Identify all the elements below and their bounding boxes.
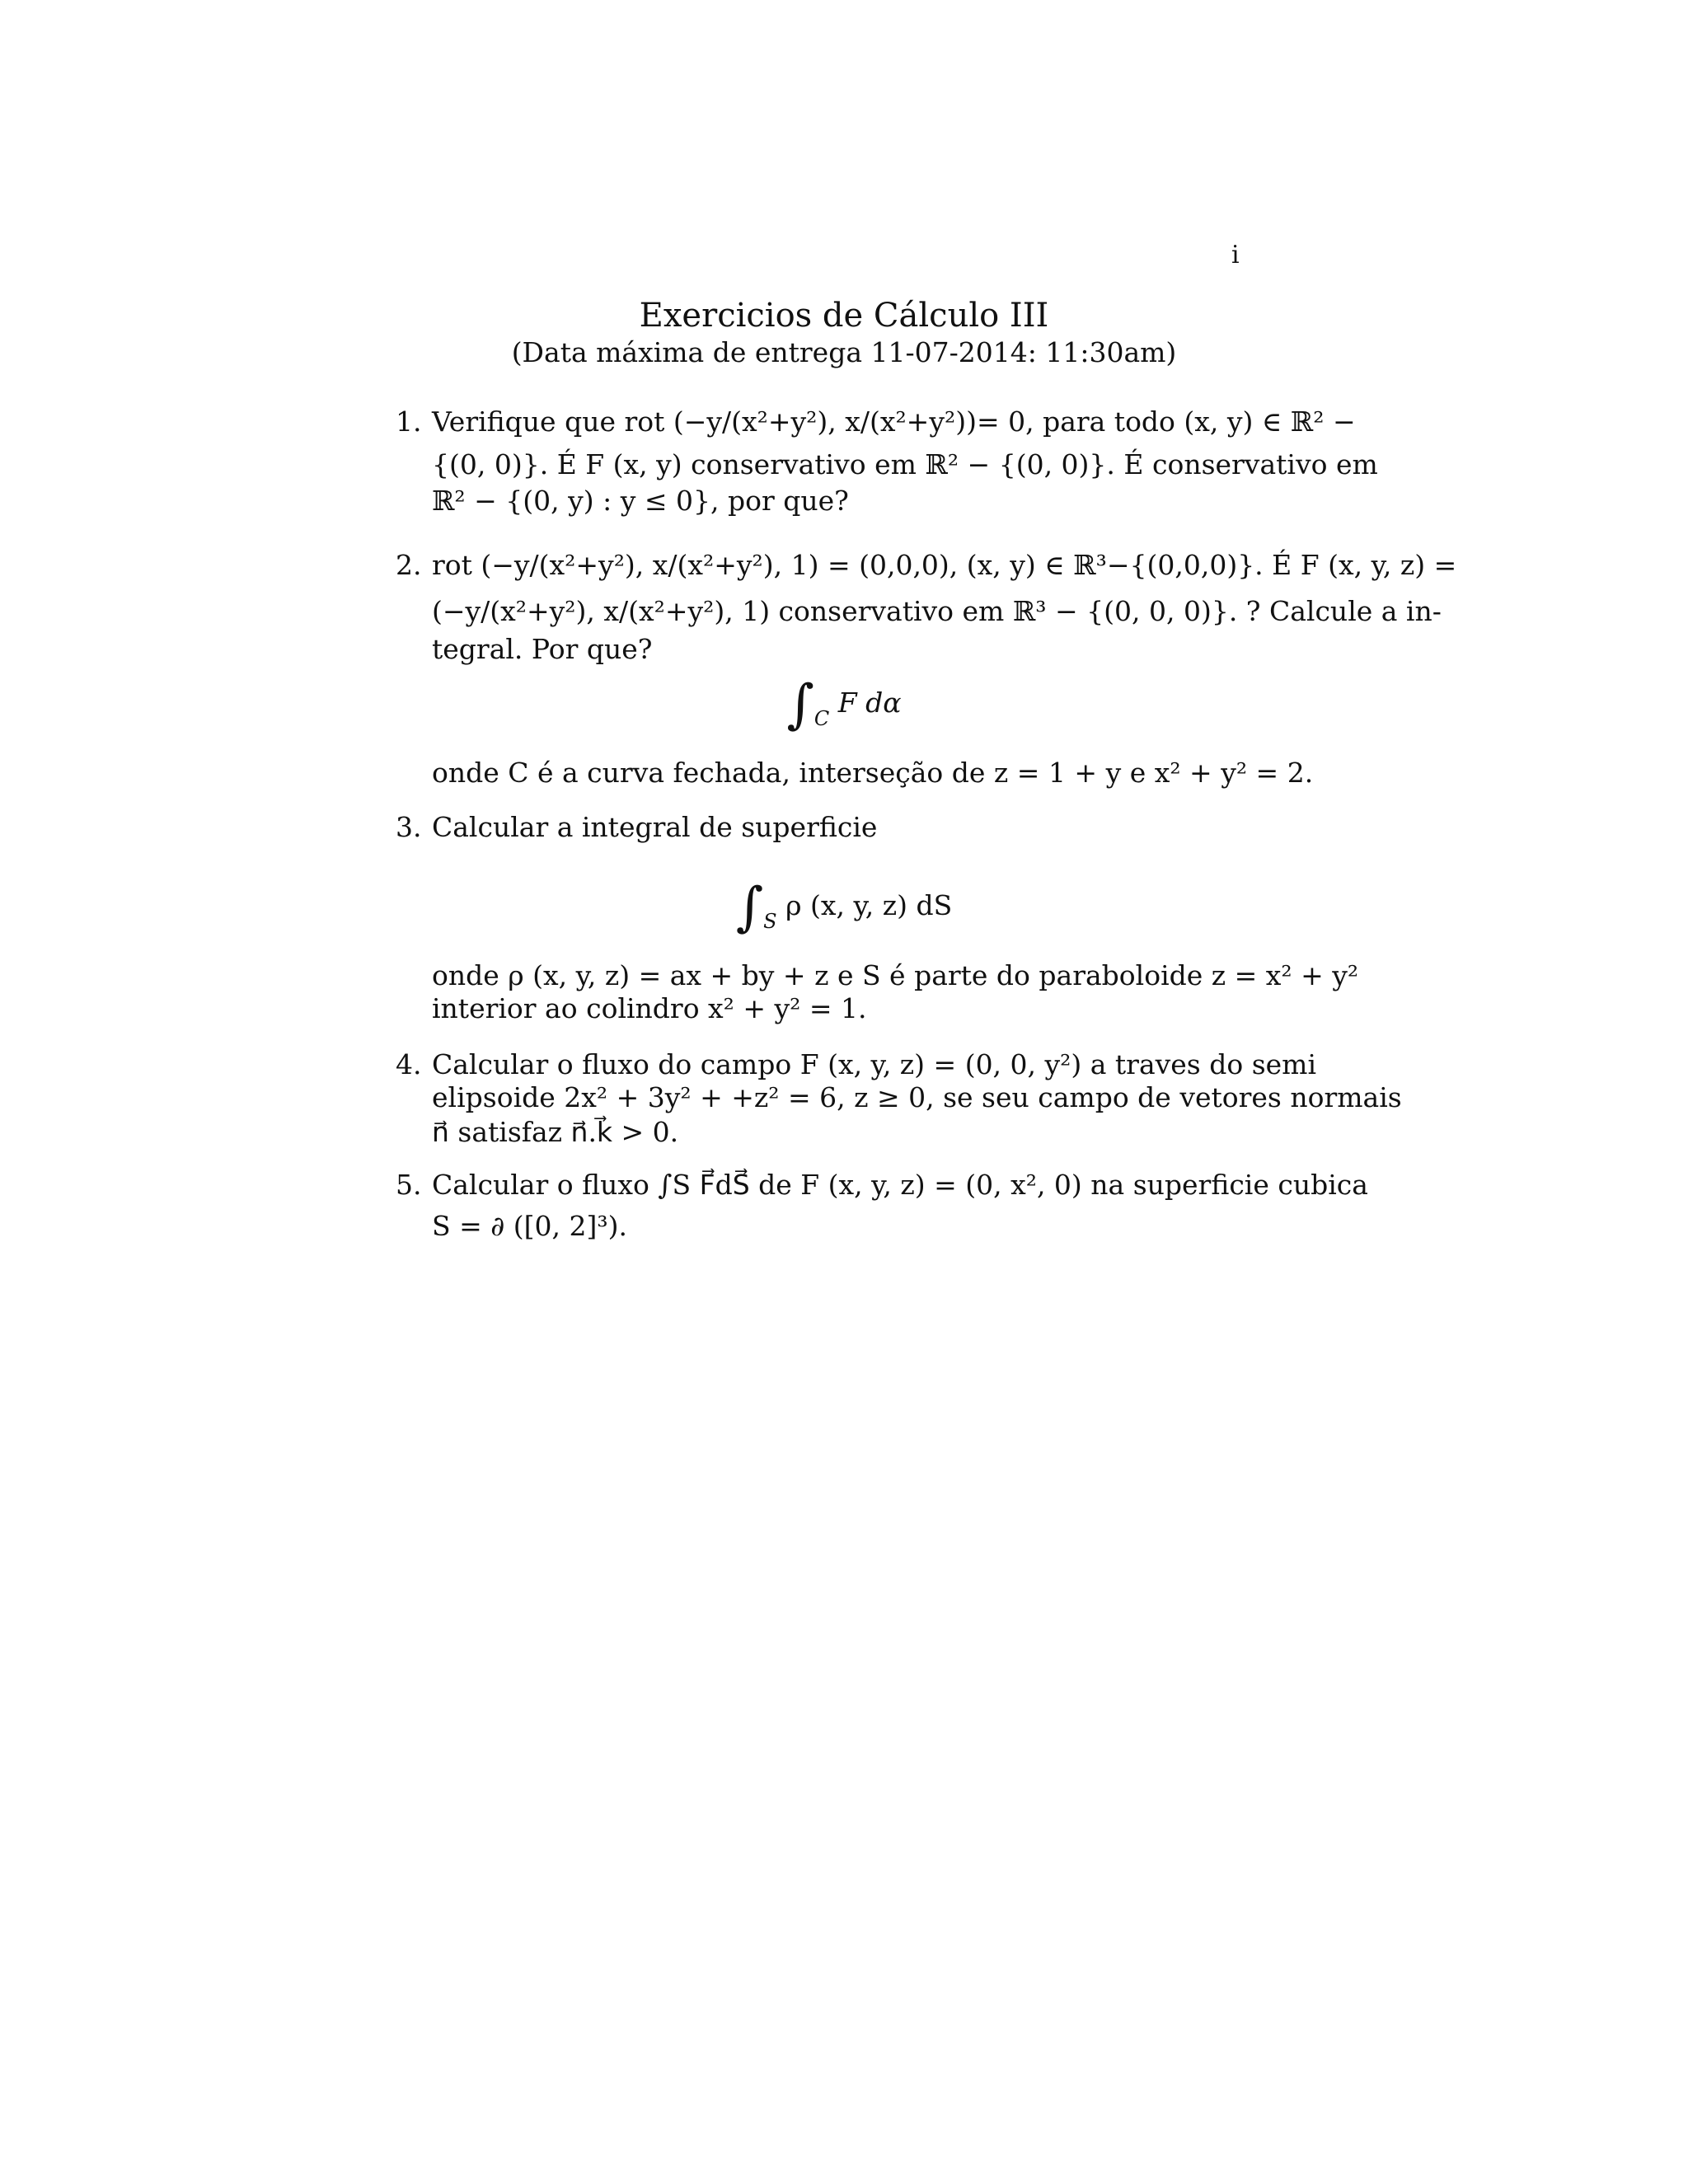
exercise-number: 2. <box>396 549 422 581</box>
exercise-2-line-3: tegral. Por que? <box>432 633 653 665</box>
line-integral-formula <box>0 674 1688 735</box>
surface-integral-formula <box>0 877 1688 938</box>
exercise-5-line-1: Calcular o fluxo ∫S F⃗dS⃗ de F (x, y, z) = (0, x², 0) na superficie cubica <box>432 1169 1368 1201</box>
exercise-2-line-4: onde C é a curva fechada, interseção de z = 1 + y e x² + y² = 2. <box>432 757 1314 789</box>
exercise-1-line-1 <box>432 405 1356 438</box>
integral-sign: ∫ <box>786 674 814 735</box>
exercise-number: 1. <box>396 405 422 438</box>
integrand: ρ (x, y, z) dS <box>785 889 953 921</box>
page-number: i <box>1231 241 1240 269</box>
exercise-4-line-2: elipsoide 2x² + 3y² + +z² = 6, z ≥ 0, se seu campo de vetores normais <box>432 1081 1402 1113</box>
exercise-1-line-1b: = 0, para todo (x, y) ∈ ℝ² − <box>976 405 1356 438</box>
exercise-number: 5. <box>396 1169 422 1201</box>
integrand: F dα <box>837 687 902 719</box>
document-title: Exercicios de Cálculo III <box>639 297 1049 335</box>
exercise-4-line-3: n⃗ satisfaz n⃗.k⃗ > 0. <box>432 1116 679 1148</box>
exercise-1-line-2: {(0, 0)}. É F (x, y) conservativo em ℝ² − {(0, 0)}. É conservativo em <box>432 448 1378 480</box>
integral-subscript: C <box>814 707 830 730</box>
integral-subscript: S <box>763 910 777 933</box>
exercise-number: 3. <box>396 811 422 843</box>
exercise-4-line-1: Calcular o fluxo do campo F (x, y, z) = (0, 0, y²) a traves do semi <box>432 1048 1317 1080</box>
integral-sign: ∫ <box>735 877 764 938</box>
exercise-2-line-2: (−y/(x²+y²), x/(x²+y²), 1) conservativo em ℝ³ − {(0, 0, 0)}. ? Calcule a in- <box>432 595 1442 627</box>
exercise-3-line-2: onde ρ (x, y, z) = ax + by + z e S é parte do paraboloide z = x² + y² <box>432 959 1359 991</box>
exercise-2-line-1: rot (−y/(x²+y²), x/(x²+y²), 1) = (0,0,0), (x, y) ∈ ℝ³−{(0,0,0)}. É F (x, y, z) = <box>432 549 1457 581</box>
document-subtitle: (Data máxima de entrega 11-07-2014: 11:30am) <box>511 336 1177 368</box>
exercise-5-line-2: S = ∂ ([0, 2]³). <box>432 1210 627 1242</box>
exercise-1-line-3: ℝ² − {(0, y) : y ≤ 0}, por que? <box>432 485 849 517</box>
exercise-3-line-1: Calcular a integral de superficie <box>432 811 878 843</box>
exercise-1-line-1a: Verifique que rot (−y/(x²+y²), x/(x²+y²)) <box>432 405 977 438</box>
exercise-number: 4. <box>396 1048 422 1080</box>
exercise-3-line-3: interior ao colindro x² + y² = 1. <box>432 992 867 1024</box>
